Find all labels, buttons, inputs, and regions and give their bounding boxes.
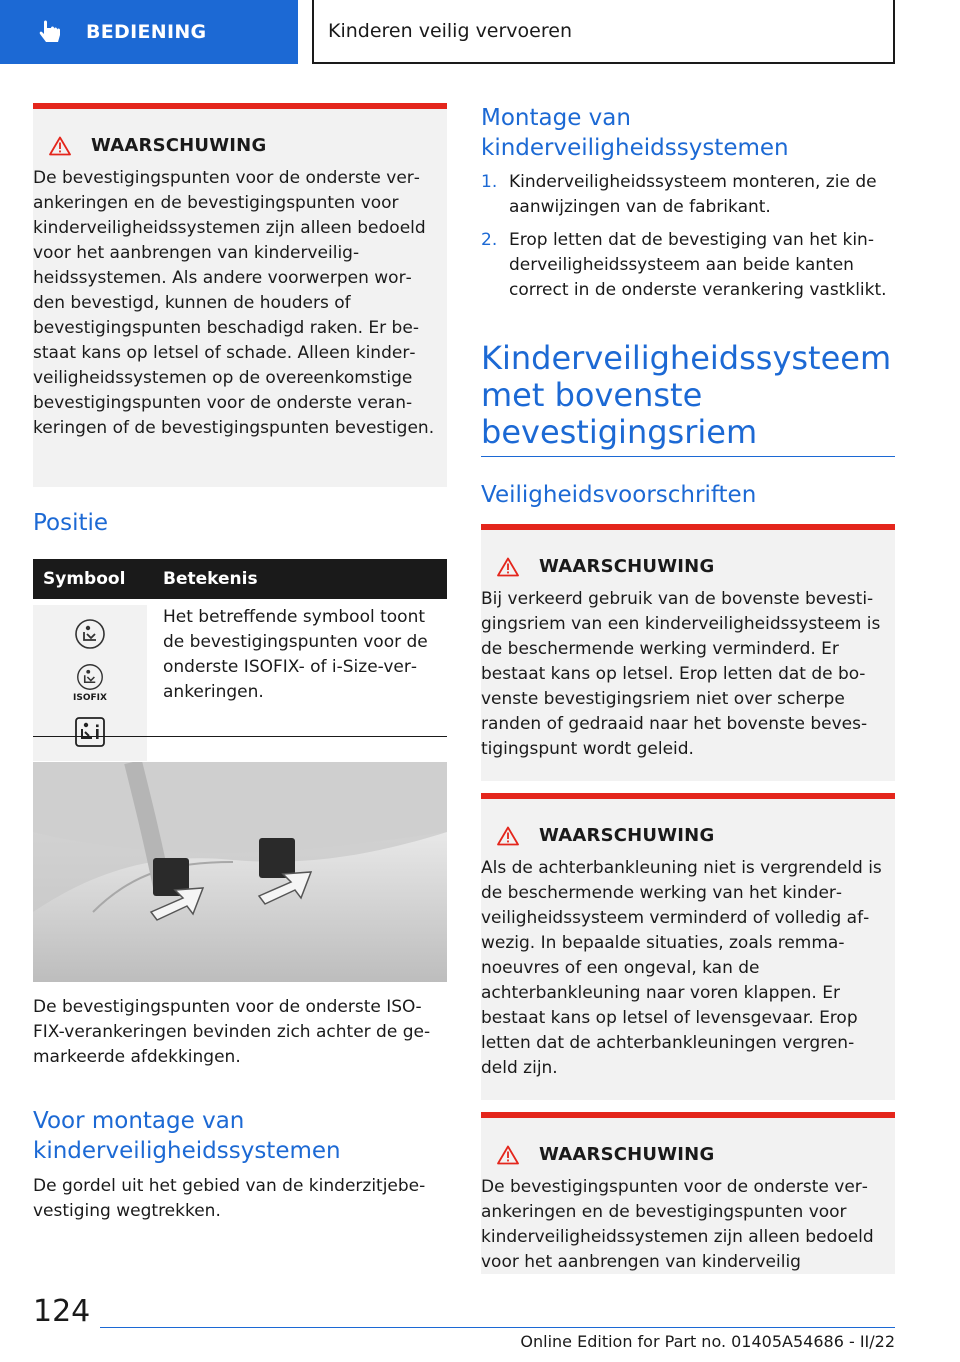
- section-heading: Kinderveiligheidssysteem met bovenste bevestigingsriem: [481, 339, 892, 451]
- list-item: [481, 228, 895, 303]
- warning-header: [33, 135, 435, 156]
- warning-text: De bevestigingspunten voor de onderste verankeringen en de bevestigingspunten voor kinderveiligheidssystemen zijn alleen bedoeld voor het aanbrengen van kinderveilig: [481, 1177, 874, 1272]
- warning-triangle-icon: [497, 826, 519, 846]
- header-section-tab[interactable]: [0, 0, 298, 64]
- montage-heading: Montage van kinderveiligheidssystemen: [481, 105, 789, 161]
- table-bottom-rule: [33, 736, 447, 737]
- veiligheid-heading: Veiligheidsvoorschriften: [481, 482, 757, 508]
- section-rule: [481, 456, 895, 457]
- footer-rule: [100, 1327, 895, 1328]
- symbol-cell: [33, 605, 147, 761]
- step-text: Kinderveiligheidssysteem monteren, zie de aanwijzingen van de fabrikant.: [509, 172, 877, 217]
- positie-heading: Positie: [33, 510, 109, 536]
- isofix-label: ISOFIX: [73, 692, 107, 703]
- montage-steps: [481, 170, 895, 311]
- step-text: Erop letten dat de bevestiging van het kinderveiligheidssysteem aan beide kanten correct in de onderste verankering vastklikt.: [509, 230, 887, 300]
- warning-text: De bevestigingspunten voor de onderste verankeringen en de bevestigingspunten voor kinderveiligheidssystemen zijn alleen bedoeld voor het aanbrengen van kinderveiligheidssystemen. Als andere voorwerpen worden bevestigd, kunnen de houders of bevestigingspunten beschadigd raken. Er bestaat kans op letsel of schade. Alleen kinderveiligheidssystemen op de overeenkomstige bevestigingspunten voor de onderste verankeringen of de bevestigingspunten bevestigen.: [33, 168, 435, 438]
- warning-text: Bij verkeerd gebruik van de bovenste bevestigingsriem van een kinderveiligheidssysteem is de beschermende werking verminderd. Er bestaat kans op letsel. Erop letten dat de bovenste bevestigingsriem niet over scherpe randen of gedraaid naar het bovenste bevestigingspunt wordt geleid.: [481, 589, 881, 759]
- header-topic-label: Kinderen veilig vervoeren: [328, 20, 572, 42]
- warning-title: WAARSCHUWING: [539, 1144, 715, 1165]
- voor-montage-heading: Voor montage van kinderveiligheidssystemen: [33, 1108, 341, 1164]
- table-header-symbol: Symbool: [43, 569, 126, 589]
- warning-box: [481, 793, 895, 1100]
- symbol-table: [33, 559, 447, 761]
- warning-title: WAARSCHUWING: [91, 135, 267, 156]
- table-header-row: [33, 559, 447, 599]
- isofix-symbol: [73, 663, 107, 703]
- warning-header: [481, 1144, 883, 1165]
- hand-pointer-icon: [38, 19, 64, 45]
- warning-header: [481, 556, 883, 577]
- warning-title: WAARSCHUWING: [539, 825, 715, 846]
- child-seat-anchor-icon: [74, 618, 106, 650]
- warning-box: [481, 524, 895, 781]
- isofix-anchor-icon: [76, 663, 104, 691]
- warning-title: WAARSCHUWING: [539, 556, 715, 577]
- list-item: [481, 170, 895, 220]
- warning-text: Als de achterbankleuning niet is vergrendeld is de beschermende werking van het kinderveiligheidssysteem verminderd of volledig afwezig. In bepaalde situaties, zoals remmanoeuvres of een ongeval, kan de achterbankleuning naar voren klappen. Er bestaat kans op letsel of levensgevaar. Erop letten dat de achterbankleuningen vergrendeld zijn.: [481, 858, 882, 1078]
- warning-triangle-icon: [497, 1145, 519, 1165]
- page-number: 124: [33, 1294, 91, 1329]
- meaning-cell: Het betreffende symbool toont de bevestigingspunten voor de onderste ISOFIX- of i-Size-verankeringen.: [163, 607, 428, 702]
- i-size-icon: [74, 716, 106, 748]
- header-section-label: BEDIENING: [86, 21, 207, 43]
- step-number: 2.: [481, 230, 498, 250]
- warning-header: [481, 825, 883, 846]
- warning-triangle-icon: [497, 557, 519, 577]
- warning-triangle-icon: [49, 136, 71, 156]
- rear-seat-photo: [33, 762, 447, 982]
- step-number: 1.: [481, 172, 498, 192]
- table-header-meaning: Betekenis: [163, 569, 258, 589]
- warning-box: [481, 1112, 895, 1274]
- header-topic: [312, 0, 895, 64]
- footer-edition: Online Edition for Part no. 01405A54686 - II/22: [520, 1332, 895, 1351]
- photo-caption: De bevestigingspunten voor de onderste ISOFIX-verankeringen bevinden zich achter de gemarkeerde afdekkingen.: [33, 997, 431, 1067]
- voor-montage-text: De gordel uit het gebied van de kinderzitjebevestiging wegtrekken.: [33, 1176, 426, 1221]
- warning-box: [33, 103, 447, 487]
